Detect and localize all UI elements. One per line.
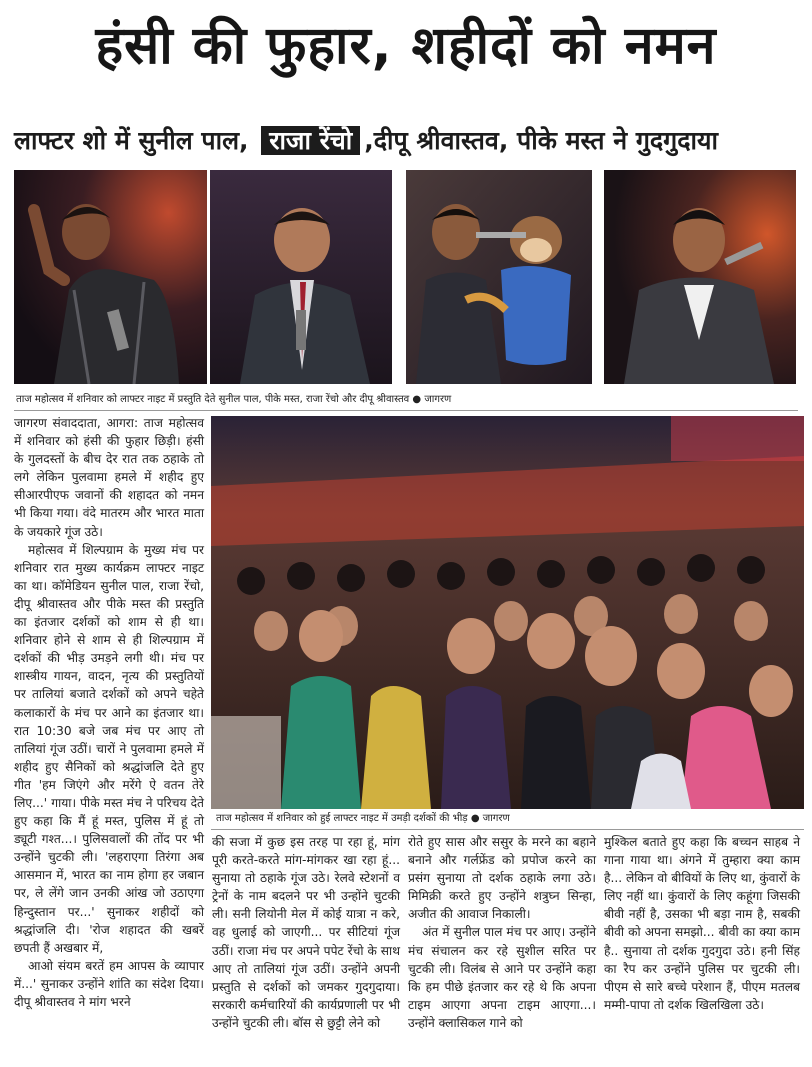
subheadline — [14, 118, 804, 164]
article-paragraph: जागरण संवाददाता, आगरा: ताज महोत्सव में शनिवार को हंसी की फुहार छिड़ी। हंसी के गुलदस्तों के बीच देर रात तक ठहाके तो लगे लेकिन पुलवामा हमले में शहीद हुए सीआरपीएफ जवानों की शहादत को नमन भी किया गया। वंदे मातरम और भारत माता के जयकारे गूंज उठे। — [14, 416, 204, 539]
article-paragraph: महोत्सव में शिल्पग्राम के मुख्य मंच पर शनिवार रात मुख्य कार्यक्रम लाफ्टर नाइट का था। कॉमेडियन सुनील पाल, राजा रेंचो, दीपू श्रीवास्तव और पीके मस्त की प्रस्तुति का इंतजार दर्शकों को शाम से ही था। शनिवार होने से शाम से ही शिल्पग्राम में दर्शकों की भीड़ उमड़ने लगी थी। मंच पर शास्त्रीय गायन, वादन, नृत्य की प्रस्तुतियों पर तालियां बजाते दर्शकों को अपने चहेते कलाकारों के मंच पर आने का इंतजार था। रात 10:30 बजे जब मंच पर आए तो तालियां गूंज उठीं। चारों ने पुलवामा हमले में शहीद हुए सैनिकों को श्रद्धांजलि देते हुए गीत 'हम जिएंगे और मरेंगे ऐ वतन तेरे लिए...' गाया। पीके मस्त मंच ने परिचय देते हुए कहा कि मैं हूं मस्त, पुलिस में हूं तो ड्यूटी गश्त...। पुलिसवालों की तोंद पर भी उन्होंने चुटकी ली। 'लहराएगा तिरंगा अब आसमान में, भारत का नाम होगा हर जबान पर, ले लेंगे जान उनकी आंख जो उठाएगा हिन्दुस्तान पर...' सुनाकर शहीदों को श्रद्धांजलि दी। 'रोज शहादत की खबरें छपती हैं अखबार में, — [14, 542, 204, 955]
caption-divider — [14, 410, 798, 411]
article-column-3 — [408, 833, 596, 1032]
article-paragraph: रोते हुए सास और ससुर के मरने का बहाने बनाने और गर्लफ्रेंड को प्रपोज करने का प्रसंग सुनाया तो दर्शक ठहाके लगा उठे। मिमिक्री करते हुए उन्होंने शत्रुघ्न सिन्हा, अजीत की आवाज निकाली। — [408, 835, 596, 922]
article-column-1 — [14, 414, 204, 1011]
crowd-caption-divider — [211, 829, 804, 830]
photo-crowd — [211, 416, 804, 809]
article-paragraph: मुश्किल बताते हुए कहा कि बच्चन साहब ने गाना गाया था। अंगने में तुम्हारा क्या काम है... लेकिन वो बीवियों के लिए था, कुंवारों के लिए नहीं था। कुंवारों के लिए कहूंगा जिसकी बीवी नहीं है, उसका भी बड़ा नाम है, सबकी बीवी को अपना समझो... बीवी का क्या काम है.. सुनाया तो दर्शक गुदगुदा उठे। हनी सिंह का रैप कर उन्होंने पुलिस पर चुटकी ली। पीएम से सारे बच्चे परेशान हैं, पीएम मतलब मम्मी-पापा तो दर्शक खिलखिला उठे। — [604, 835, 800, 1012]
subheadline-rest: ,दीपू श्रीवास्तव, पीके मस्त ने गुदगुदाया — [364, 126, 718, 155]
subheadline-highlight: राजा रेंचो — [261, 126, 360, 155]
article-paragraph: अंत में सुनील पाल मंच पर आए। उन्होंने मंच संचालन कर रहे सुशील सरित पर चुटकी ली। विलंब से आने पर उन्होंने कहा कि हम पीछे इंतजार कर रहे थे कि अपना टाइम आएगा अपना टाइम आएगा...। उन्होंने क्लासिकल गाने को — [408, 925, 596, 1030]
photo-comedian-4 — [604, 170, 796, 384]
subheadline-lead: लाफ्टर शो में सुनील पाल, — [14, 126, 249, 155]
article-column-2 — [212, 833, 400, 1032]
photo-comedian-1 — [14, 170, 207, 384]
photo-comedian-2 — [210, 170, 392, 384]
photo-caption-top: ताज महोत्सव में शनिवार को लाफ्टर नाइट में प्रस्तुति देते सुनील पाल, पीके मस्त, राजा रेंचो और दीपू श्रीवास्तव ● जागरण — [16, 394, 452, 405]
photo-caption-crowd: ताज महोत्सव में शनिवार को हुई लाफ्टर नाइट में उमड़ी दर्शकों की भीड़ ● जागरण — [216, 813, 510, 824]
article-paragraph: की सजा में कुछ इस तरह पा रहा हूं, मांग पूरी करते-करते मांग-मांगकर खा रहा हूं... सुनाया तो ठहाके गूंज उठे। रेलवे स्टेशनों व ट्रेनों के नाम बदलने पर भी उन्होंने चुटकी ली। सनी लियोनी मेल में कोई यात्रा न करे, वह धुलाई को जाएगी... पर सीटियां गूंज उठीं। राजा मंच पर अपने पपेट रेंचो के साथ आए तो तालियां गूंज उठीं। उन्होंने अपनी प्रस्तुति से दर्शकों को जमकर गुदगुदाया। सरकारी कर्मचारियों की कार्यप्रणाली पर भी उन्होंने चुटकी ली। बॉस से छुट्टी लेने को — [212, 835, 400, 1030]
headline: हंसी की फुहार, शहीदों को नमन — [95, 16, 717, 76]
article-column-4 — [604, 833, 800, 1014]
photo-comedian-3 — [406, 170, 592, 384]
article-paragraph: आओ संयम बरतें हम आपस के व्यापार में...' सुनाकर उन्होंने शांति का संदेश दिया। दीपू श्रीवास्तव ने मांग भरने — [14, 958, 204, 1009]
